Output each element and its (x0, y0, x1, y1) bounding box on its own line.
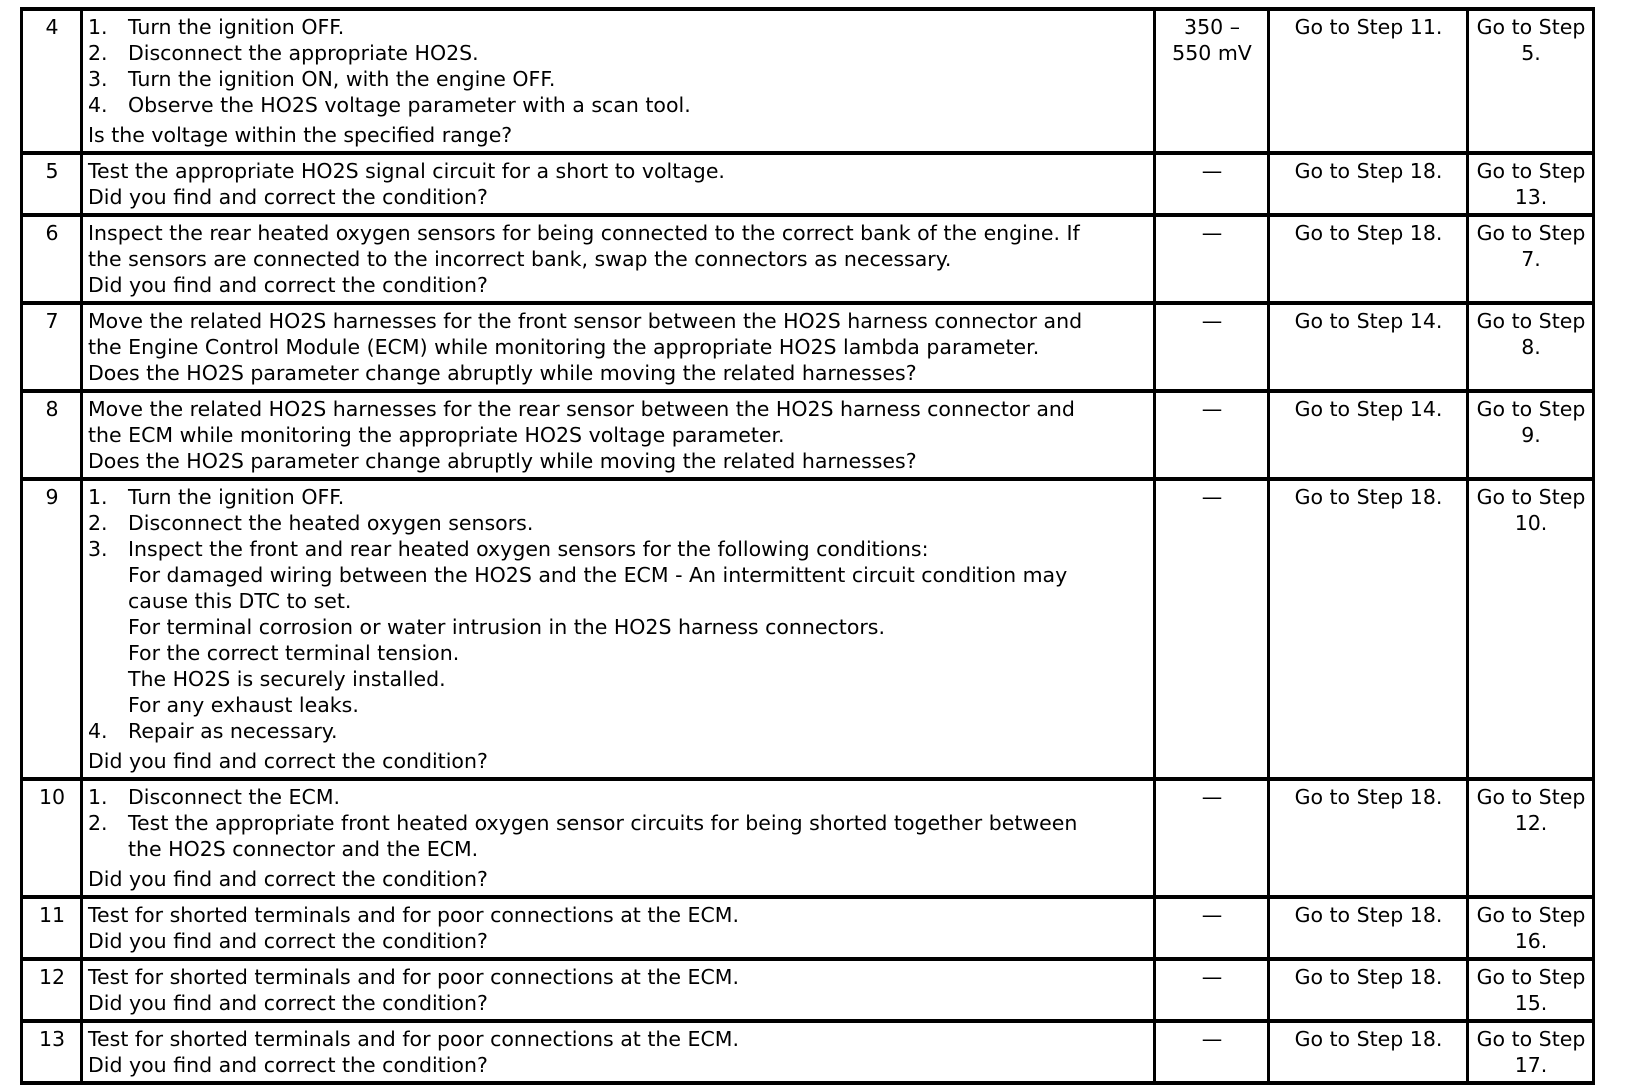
question-text: Did you find and correct the condition? (88, 749, 488, 773)
no-line: Go to Step (1476, 159, 1586, 183)
step-number: 13 (22, 1021, 82, 1083)
no-line: 12. (1514, 811, 1548, 835)
step-number: 8 (22, 391, 82, 479)
list-number: 1. (88, 785, 108, 809)
question-text: Did you find and correct the condition? (88, 991, 488, 1015)
list-item-text: Turn the ignition ON, with the engine OFF. (128, 67, 556, 91)
no-cell (1468, 1021, 1594, 1083)
yes-cell: Go to Step 18. (1269, 959, 1468, 1021)
action-cell (82, 391, 1155, 479)
yes-cell: Go to Step 18. (1269, 215, 1468, 303)
action-cell (82, 779, 1155, 897)
table-row (22, 779, 1594, 897)
list-number: 1. (88, 15, 108, 39)
value-cell: — (1155, 391, 1269, 479)
list-item (88, 484, 1149, 510)
no-line: Go to Step (1476, 397, 1586, 421)
table-row (22, 153, 1594, 215)
action-text: Test for shorted terminals and for poor connections at the ECM. (88, 903, 739, 927)
table-row (22, 9, 1594, 153)
value-cell: — (1155, 303, 1269, 391)
value-cell: — (1155, 959, 1269, 1021)
no-cell (1468, 779, 1594, 897)
list-number: 2. (88, 41, 108, 65)
action-text: the sensors are connected to the incorrect bank, swap the connectors as necessary. (88, 247, 952, 271)
action-text: Inspect the rear heated oxygen sensors for being connected to the correct bank of the engine. If (88, 221, 1080, 245)
question-text: Does the HO2S parameter change abruptly while moving the related harnesses? (88, 449, 917, 473)
sub-item: For damaged wiring between the HO2S and the ECM - An intermittent circuit condition may (128, 563, 1068, 587)
question-text: Did you find and correct the condition? (88, 273, 488, 297)
list-number: 2. (88, 811, 108, 835)
no-cell (1468, 9, 1594, 153)
list-item-text: Disconnect the heated oxygen sensors. (128, 511, 534, 535)
list-item (88, 536, 1149, 718)
list-number: 4. (88, 93, 108, 117)
step-number: 6 (22, 215, 82, 303)
action-text: Move the related HO2S harnesses for the front sensor between the HO2S harness connector and (88, 309, 1083, 333)
value-cell: — (1155, 153, 1269, 215)
value-cell: — (1155, 215, 1269, 303)
question-text: Is the voltage within the specified range? (88, 123, 513, 147)
no-line: Go to Step (1476, 965, 1586, 989)
step-number: 12 (22, 959, 82, 1021)
step-number: 9 (22, 479, 82, 779)
action-text: Test the appropriate HO2S signal circuit for a short to voltage. (88, 159, 725, 183)
no-line: 16. (1514, 929, 1548, 953)
no-cell (1468, 479, 1594, 779)
no-line: Go to Step (1476, 485, 1586, 509)
action-list (88, 484, 1149, 744)
step-number: 5 (22, 153, 82, 215)
sub-item: cause this DTC to set. (128, 589, 352, 613)
table-row (22, 391, 1594, 479)
no-cell (1468, 959, 1594, 1021)
list-number: 1. (88, 485, 108, 509)
list-number: 3. (88, 537, 108, 561)
no-line: Go to Step (1476, 1027, 1586, 1051)
table-row (22, 303, 1594, 391)
no-line: 10. (1514, 511, 1548, 535)
no-line: 7. (1521, 247, 1541, 271)
list-item-text: Turn the ignition OFF. (128, 485, 345, 509)
value-line: 550 mV (1172, 41, 1252, 65)
yes-cell: Go to Step 11. (1269, 9, 1468, 153)
question-text: Did you find and correct the condition? (88, 1053, 488, 1077)
no-line: 8. (1521, 335, 1541, 359)
no-cell (1468, 391, 1594, 479)
list-number: 2. (88, 511, 108, 535)
action-cell (82, 153, 1155, 215)
list-item-text: Inspect the front and rear heated oxygen sensors for the following conditions: (128, 537, 929, 561)
table-row (22, 479, 1594, 779)
question-text: Did you find and correct the condition? (88, 867, 488, 891)
list-item-text: Turn the ignition OFF. (128, 15, 345, 39)
no-cell (1468, 153, 1594, 215)
sub-item: For the correct terminal tension. (128, 641, 460, 665)
value-cell (1155, 9, 1269, 153)
question-text: Did you find and correct the condition? (88, 929, 488, 953)
yes-cell: Go to Step 18. (1269, 479, 1468, 779)
no-line: 15. (1514, 991, 1548, 1015)
step-number: 7 (22, 303, 82, 391)
action-list (88, 14, 1149, 118)
value-cell: — (1155, 779, 1269, 897)
no-line: 17. (1514, 1053, 1548, 1077)
list-item (88, 66, 1149, 92)
step-number: 4 (22, 9, 82, 153)
list-item-text: Repair as necessary. (128, 719, 338, 743)
sub-item: For terminal corrosion or water intrusion in the HO2S harness connectors. (128, 615, 885, 639)
sub-item: The HO2S is securely installed. (128, 667, 446, 691)
yes-cell: Go to Step 18. (1269, 779, 1468, 897)
yes-cell: Go to Step 18. (1269, 897, 1468, 959)
action-text: the ECM while monitoring the appropriate HO2S voltage parameter. (88, 423, 785, 447)
no-cell (1468, 303, 1594, 391)
action-cell (82, 1021, 1155, 1083)
action-text: Move the related HO2S harnesses for the rear sensor between the HO2S harness connector and (88, 397, 1075, 421)
list-item-continuation: the HO2S connector and the ECM. (128, 837, 479, 861)
no-cell (1468, 215, 1594, 303)
no-line: Go to Step (1476, 15, 1586, 39)
sub-item: For any exhaust leaks. (128, 693, 359, 717)
yes-cell: Go to Step 18. (1269, 1021, 1468, 1083)
yes-cell: Go to Step 14. (1269, 303, 1468, 391)
table-row (22, 1021, 1594, 1083)
action-cell (82, 9, 1155, 153)
list-item (88, 92, 1149, 118)
value-cell: — (1155, 479, 1269, 779)
question-text: Does the HO2S parameter change abruptly while moving the related harnesses? (88, 361, 917, 385)
list-item (88, 510, 1149, 536)
list-item (88, 784, 1149, 810)
no-line: Go to Step (1476, 221, 1586, 245)
list-item (88, 718, 1149, 744)
action-cell (82, 215, 1155, 303)
diagnostic-table (20, 7, 1595, 1085)
no-line: 13. (1514, 185, 1548, 209)
no-cell (1468, 897, 1594, 959)
action-list (88, 784, 1149, 862)
action-cell (82, 897, 1155, 959)
action-text: the Engine Control Module (ECM) while monitoring the appropriate HO2S lambda parameter. (88, 335, 1040, 359)
yes-cell: Go to Step 18. (1269, 153, 1468, 215)
value-cell: — (1155, 1021, 1269, 1083)
list-item-text: Disconnect the ECM. (128, 785, 341, 809)
list-number: 4. (88, 719, 108, 743)
table-row (22, 897, 1594, 959)
value-line: 350 – (1184, 15, 1240, 39)
no-line: Go to Step (1476, 785, 1586, 809)
list-item (88, 40, 1149, 66)
table-row (22, 959, 1594, 1021)
yes-cell: Go to Step 14. (1269, 391, 1468, 479)
list-item (88, 14, 1149, 40)
list-number: 3. (88, 67, 108, 91)
list-item (88, 810, 1149, 862)
value-cell: — (1155, 897, 1269, 959)
no-line: Go to Step (1476, 903, 1586, 927)
table-row (22, 215, 1594, 303)
no-line: 5. (1521, 41, 1541, 65)
list-item-text: Disconnect the appropriate HO2S. (128, 41, 479, 65)
list-item-text: Test the appropriate front heated oxygen sensor circuits for being shorted together between (128, 811, 1078, 835)
step-number: 10 (22, 779, 82, 897)
question-text: Did you find and correct the condition? (88, 185, 488, 209)
action-cell (82, 303, 1155, 391)
step-number: 11 (22, 897, 82, 959)
list-item-text: Observe the HO2S voltage parameter with a scan tool. (128, 93, 691, 117)
action-cell (82, 959, 1155, 1021)
no-line: 9. (1521, 423, 1541, 447)
action-text: Test for shorted terminals and for poor connections at the ECM. (88, 1027, 739, 1051)
action-cell (82, 479, 1155, 779)
no-line: Go to Step (1476, 309, 1586, 333)
action-text: Test for shorted terminals and for poor connections at the ECM. (88, 965, 739, 989)
